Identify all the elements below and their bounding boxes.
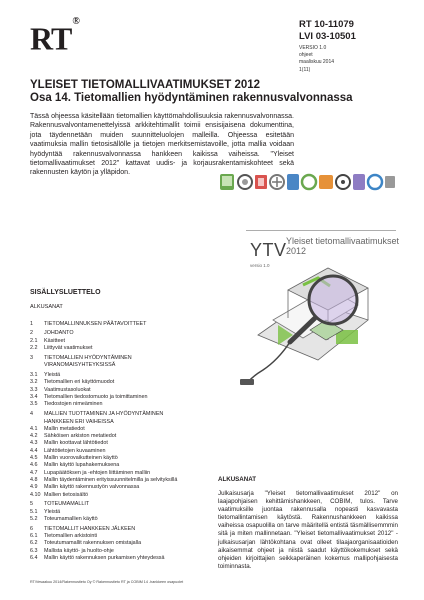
cover-subtitle-line-2: 2012	[286, 246, 307, 256]
toc-item	[30, 419, 220, 426]
toc-item-number	[30, 419, 44, 426]
toc-item-label: Käsitteet	[44, 337, 65, 344]
toc-item-number: 4.2	[30, 433, 38, 440]
table-of-contents	[30, 318, 220, 562]
tool-thumbnail-strip	[218, 170, 398, 194]
toc-title: SISÄLLYSLUETTELO	[30, 289, 101, 296]
toc-item-label: Mallista käyttö- ja huolto-ohje	[44, 547, 114, 554]
toc-item-label: TIETOMALLIT HANKKEEN JÄLKEEN	[44, 525, 136, 532]
cover-subtitle-line-1: Yleiset tietomallivaatimukset	[286, 236, 400, 246]
toc-item-label: MALLIEN TUOTTAMINEN JA HYÖDYNTÄMINEN	[44, 411, 164, 418]
toc-item	[30, 492, 220, 499]
cover-subtitle	[286, 236, 406, 256]
toc-item-label: Mallin käyttö rakennustyön valvonnassa	[44, 484, 140, 491]
toc-item	[30, 330, 220, 337]
version-label: VERSIO 1.0	[299, 45, 327, 51]
toc-item	[30, 362, 220, 369]
toc-item-number: 3.2	[30, 379, 38, 386]
foreword-title: ALKUSANAT	[218, 476, 257, 483]
toc-item	[30, 401, 220, 408]
toc-item	[30, 394, 220, 401]
toc-item-number: 6	[30, 525, 33, 532]
toc-item-label: Lupapäätöksen ja -ehtojen liittäminen malliin	[44, 469, 151, 476]
toc-item-number: 4.7	[30, 469, 38, 476]
page-count: 1(11)	[299, 66, 311, 73]
toc-item	[30, 372, 220, 379]
toc-item-label: Mallin vuorovaikutteinen käyttö	[44, 455, 118, 462]
toc-item	[30, 379, 220, 386]
toc-item	[30, 540, 220, 547]
toc-item-label: Toteutumamallit rakennuksen omistajalla	[44, 540, 142, 547]
toc-item-label: JOHDANTO	[44, 330, 74, 337]
toc-item-number: 4.5	[30, 455, 38, 462]
toc-item	[30, 440, 220, 447]
intro-text: Tässä ohjeessa käsitellään tietomallien käyttömahdollisuuksia rakennusvalvonnassa. Rakennusvalvontamenettelyissä arkkitehtimallit toimii ensisijaisena dokumenttina, jota täydennetään muiden suunnitteluolojen malleilla. Ohjeessa esitetään vaatimuksia mallin tietosisällölle ja tietojen merkitsemistavoille, jotta mallia voidaan hyödyntää rakennusvalvonnassa hankkeen kaikissa vaiheissa. "Yleiset tietomallivaatimukset 2012" kattavat uudis- ja korjausrakentamiskohteet sekä rakennusten käytön ja ylläpidon.	[30, 113, 294, 177]
rt-logo: RT®	[30, 16, 79, 57]
toc-item	[30, 321, 220, 328]
toc-item	[30, 455, 220, 462]
toc-item-label: Sähköisen arkiston metatiedot	[44, 433, 117, 440]
toc-item-label: Mallin täydentäminen erityissuunnitelmilla ja selvityksillä	[44, 476, 178, 483]
toc-item-number: 4.6	[30, 462, 38, 469]
toc-item-label: TOTEUMAMALLIT	[44, 501, 90, 508]
toc-item-number: 3.3	[30, 386, 38, 393]
toc-item	[30, 387, 220, 394]
rt-code: RT 10-11079	[299, 19, 354, 30]
toc-item-number	[30, 362, 44, 369]
toc-item-label: HANKKEEN ERI VAIHEISSA	[44, 418, 114, 425]
toc-item-number: 2	[30, 330, 33, 337]
toc-item-number: 5.1	[30, 508, 38, 515]
cover-version: versio 1.0	[250, 263, 270, 268]
toc-item	[30, 470, 220, 477]
toc-item	[30, 533, 220, 540]
toc-item-label: Mallin käyttö rakennuksen purkamisen yhteydessä	[44, 555, 165, 562]
toc-item	[30, 509, 220, 516]
toc-item-number: 4.8	[30, 476, 38, 483]
toc-item	[30, 426, 220, 433]
toc-item-number: 2.2	[30, 345, 38, 352]
toc-item-number: 4.1	[30, 425, 38, 432]
toc-item-number: 4	[30, 411, 33, 418]
card-meta	[299, 45, 334, 74]
toc-item-label: Tietomallien tiedostomuoto ja toimittaminen	[44, 394, 148, 401]
toc-item-number: 5	[30, 501, 33, 508]
cover-brand: YTV	[250, 240, 287, 260]
card-type: ohjeet	[299, 52, 313, 59]
toc-item	[30, 345, 220, 352]
toc-item-label: TIETOMALLIEN HYÖDYNTÄMINEN	[44, 354, 132, 361]
toc-item-number: 3	[30, 354, 33, 361]
toc-item-label: Toteumamallien käyttö	[44, 515, 98, 522]
page-footer: RT/Vesaakuu 2014/Rakennustieto Oy © Rakennustieto RT ja COBIM 14 -hankkeen osapuolet	[30, 580, 184, 584]
toc-item-number: 6.4	[30, 555, 38, 562]
foreword-body: Julkaisusarja "Yleiset tietomallivaatimukset 2012" on laajapohjaisen kehittämishankkeen, COBIM, tulos. Tarve vaatimuksille juontaa rakennusalla nopeasti kasvavasta tietomallintamisen käytöstä. Rakennushankkeen kaikissa vaiheissa osapuolilla on tarve määritellä entistä täsmällisemmmin sitä ja miten mallinnetaan. "Yleiset tietomallivaatimukset 2012" -julkaisusarjan lähtökohtana ovat olleet tilaajaorganisaatioiden aikaisemmat ohjeet ja niistä saadut käyttökokemukset sekä ohjeiden kirjoittajien seikkaperäinen kokemus mallipohjaisesta toiminnasta.	[218, 490, 398, 570]
toc-item-number: 6.2	[30, 540, 38, 547]
toc-item	[30, 411, 220, 418]
document-title	[30, 79, 400, 105]
toc-item-number: 3.5	[30, 401, 38, 408]
lvi-code: LVI 03-10501	[299, 31, 356, 42]
toc-item	[30, 526, 220, 533]
cover-rule	[246, 230, 396, 231]
toc-item-label: Mallin käyttö lupahakemuksena	[44, 462, 120, 469]
toc-item-label: Mallien tietosisältö	[44, 491, 89, 498]
toc-item-label: Yleistä	[44, 372, 61, 379]
toc-item-label: Vaatimustasoluokat	[44, 386, 91, 393]
toc-item-label: Lähtötietojen kuvaaminen	[44, 447, 106, 454]
toc-item-number: 4.9	[30, 484, 38, 491]
toc-item	[30, 516, 220, 523]
cover-illustration	[218, 170, 398, 460]
toc-item-number: 3.1	[30, 372, 38, 379]
toc-item	[30, 477, 220, 484]
card-codes	[299, 19, 356, 43]
toc-item-label: Tietomallien eri käyttömuodot	[44, 379, 115, 386]
toc-item	[30, 462, 220, 469]
toc-item-label: TIETOMALLINNUKSEN PÄÄTAVOITTEET	[44, 320, 147, 327]
toc-item-number: 4.3	[30, 440, 38, 447]
title-line-2: Osa 14. Tietomallien hyödyntäminen rakennusvalvonnassa	[30, 92, 353, 104]
toc-item-label: Tietomallien arkistointi	[44, 533, 98, 540]
toc-item-number: 2.1	[30, 337, 38, 344]
toc-item-number: 5.2	[30, 515, 38, 522]
toc-item	[30, 448, 220, 455]
toc-item-number: 4.4	[30, 447, 38, 454]
toc-item-number: 4.10	[30, 491, 41, 498]
toc-item	[30, 484, 220, 491]
toc-item-label: Liittyvät vaatimukset	[44, 345, 93, 352]
toc-item-label: Mallin metatiedot	[44, 425, 85, 432]
toc-first-entry: ALKUSANAT	[30, 304, 63, 310]
title-line-1: YLEISET TIETOMALLIVAATIMUKSET 2012	[30, 79, 261, 91]
date-label: maaliskuu 2014	[299, 59, 335, 66]
toc-item-label: Tiedostojen nimeäminen	[44, 401, 103, 408]
toc-item-label: VIRANOMAISYHTEYKSISSÄ	[44, 362, 116, 369]
toc-item-number: 6.1	[30, 533, 38, 540]
toc-item-number: 6.3	[30, 547, 38, 554]
toc-item	[30, 555, 220, 562]
toc-item-number: 3.4	[30, 394, 38, 401]
toc-item-number: 1	[30, 320, 33, 327]
toc-item	[30, 338, 220, 345]
toc-item	[30, 548, 220, 555]
toc-item-label: Mallin koottavat lähtötiedot	[44, 440, 108, 447]
toc-item-label: Yleistä	[44, 508, 61, 515]
toc-item	[30, 433, 220, 440]
toc-item	[30, 501, 220, 508]
